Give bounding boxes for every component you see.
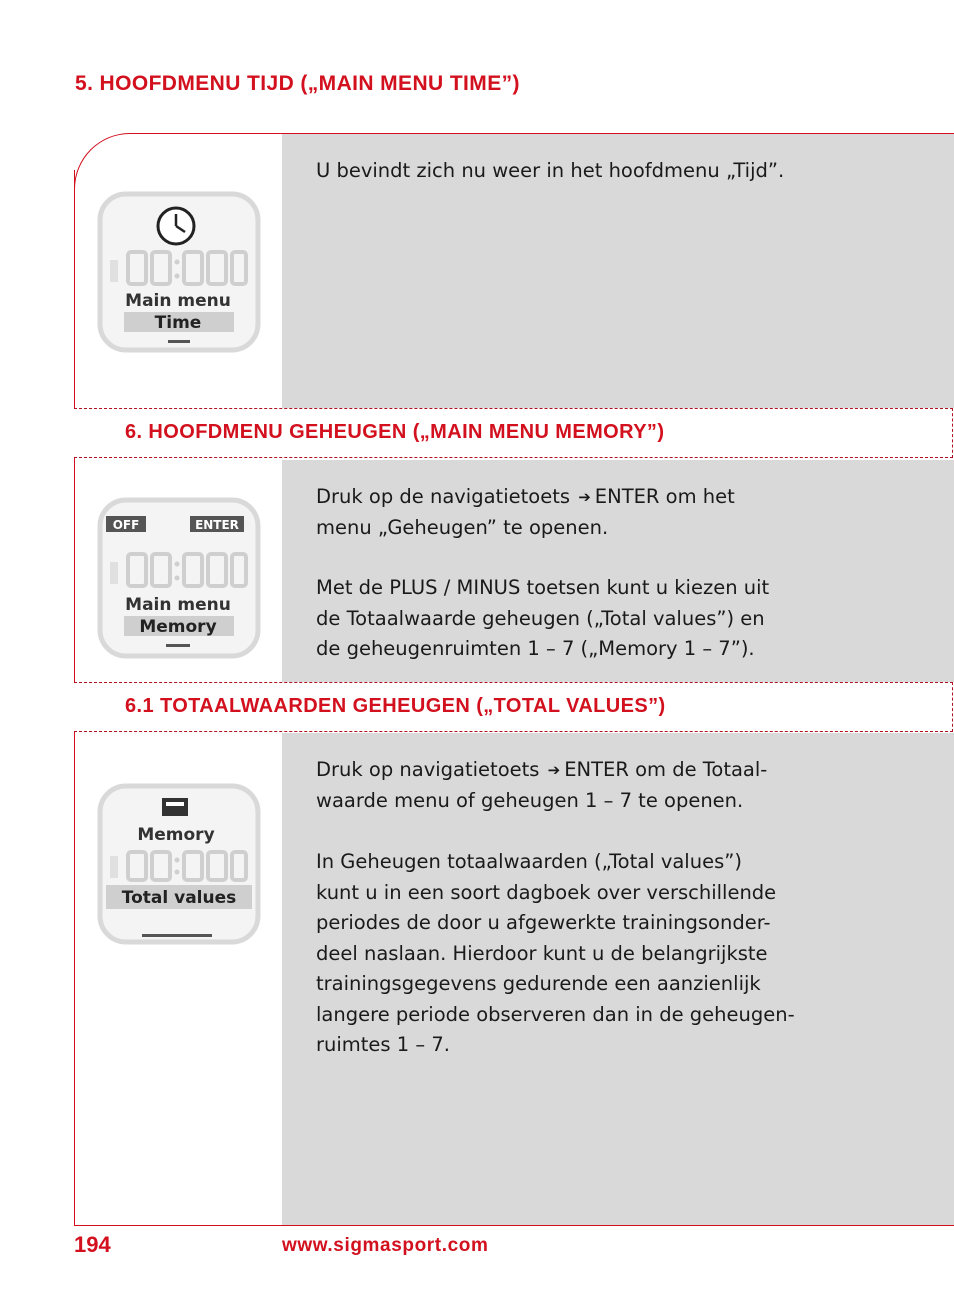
section-6-1-paragraph-1-start: Druk op navigatietoets bbox=[316, 758, 540, 781]
section-6-1-band bbox=[74, 682, 953, 732]
section-6-band bbox=[74, 408, 953, 458]
device-display-total-values bbox=[96, 782, 262, 946]
svg-text:Main menu: Main menu bbox=[125, 595, 231, 615]
section-6-paragraph-1-start: Druk op de navigatietoets bbox=[316, 485, 570, 508]
svg-text:OFF: OFF bbox=[112, 518, 140, 532]
arrow-right-icon: ➔ bbox=[547, 761, 561, 779]
section-6-paragraph-2: Met de PLUS / MINUS toetsen kunt u kiezen uit de Totaalwaarde geheugen („Total values”) en de geheugenruimten 1 – 7 („Memory 1 – 7”). bbox=[316, 576, 770, 660]
device-display-main-menu-time bbox=[96, 190, 262, 354]
website-link[interactable]: www.sigmasport.com bbox=[282, 1235, 489, 1256]
section-6-1-paragraph-1-end: ENTER om de Totaal- waarde menu of geheugen 1 – 7 te openen. bbox=[316, 758, 768, 812]
section-6-1-heading: 6.1 TOTAALWAARDEN GEHEUGEN („TOTAL VALUES”) bbox=[125, 695, 666, 717]
arrow-right-icon: ➔ bbox=[578, 488, 591, 506]
clock-icon bbox=[158, 208, 194, 244]
svg-text:ENTER: ENTER bbox=[195, 518, 239, 532]
svg-text:Total values: Total values bbox=[121, 888, 237, 908]
svg-text:Memory: Memory bbox=[137, 825, 215, 845]
svg-text:Memory: Memory bbox=[139, 617, 217, 637]
page-number: 194 bbox=[74, 1232, 111, 1257]
section-6-1-paragraph-1 bbox=[316, 755, 856, 816]
svg-text:Main menu: Main menu bbox=[125, 291, 231, 311]
device-display-main-menu-memory bbox=[96, 496, 262, 660]
section-5-heading: 5. HOOFDMENU TIJD („MAIN MENU TIME”) bbox=[75, 72, 520, 95]
svg-text:Time: Time bbox=[154, 313, 202, 333]
section-6-paragraph-1-end: ENTER om het menu „Geheugen” te openen. bbox=[316, 485, 735, 539]
memory-icon bbox=[162, 798, 188, 816]
section-5-text: U bevindt zich nu weer in het hoofdmenu „Tijd”. bbox=[316, 159, 785, 182]
frame-bottom-rule bbox=[74, 1225, 954, 1226]
section-6-1-paragraph-2: In Geheugen totaalwaarden („Total values”) kunt u in een soort dagboek over verschillende periodes de door u afgewerkte trainingsonder- deel naslaan. Hierdoor kunt u de belangrijkste trainingsgegevens gedurende een aanzienlijk langere periode observeren dan in de geheugen- ruimtes 1 – 7. bbox=[316, 850, 795, 1056]
section-6-paragraph-1 bbox=[316, 482, 856, 543]
section-6-heading: 6. HOOFDMENU GEHEUGEN („MAIN MENU MEMORY”) bbox=[125, 421, 665, 443]
